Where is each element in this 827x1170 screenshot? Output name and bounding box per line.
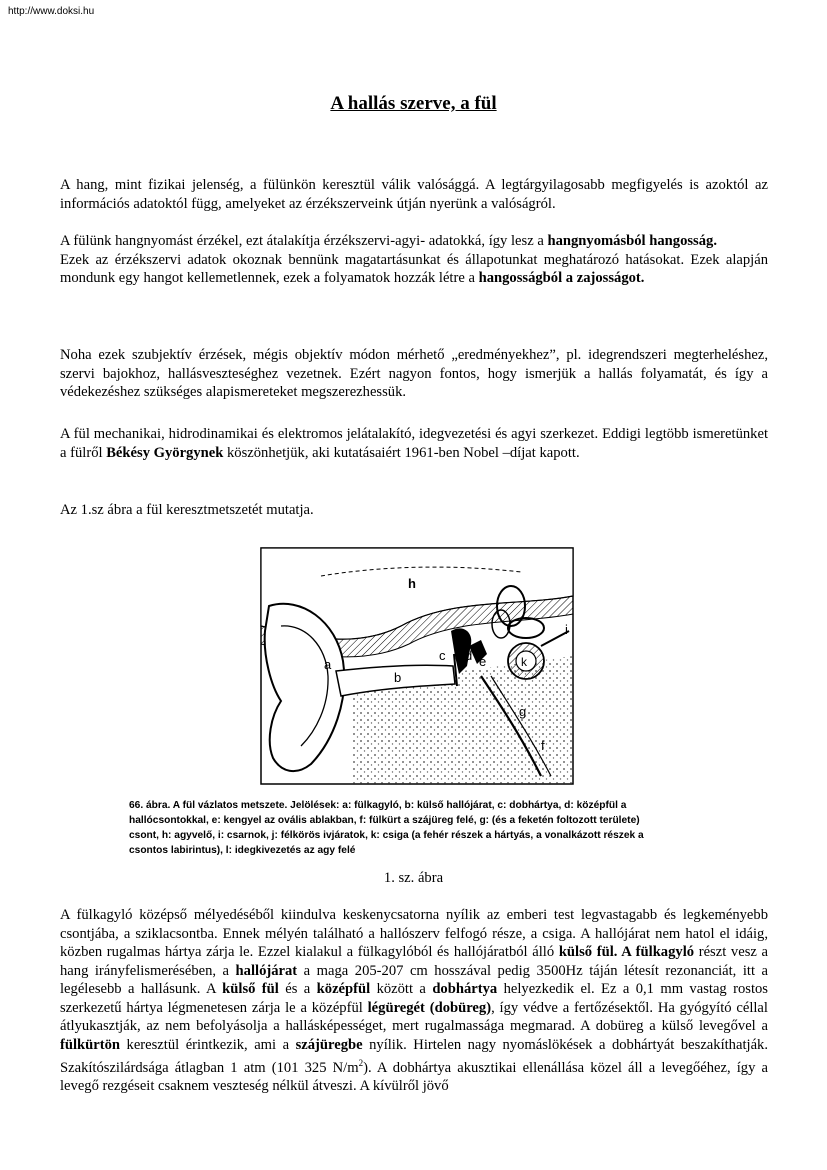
diagram-label-b: b [394,670,402,685]
diagram-label-k: k [521,655,527,669]
paragraph-block-6 [60,501,768,520]
page-title: A hallás szerve, a fül [330,93,497,114]
figure-caption-line-3: csont, h: agyvelő, i: csarnok, j: félkörös ivjáratok, k: csiga (a fehér részek a hártyás, a vonalkázott részek a [129,830,644,841]
paragraph-5 [60,425,768,462]
paragraph-7 [60,906,768,1096]
diagram-label-h: h [408,576,416,591]
paragraph-3 [60,251,768,288]
paragraph-7-segment: szájüregbe [295,1036,363,1053]
figure-caption-line-4: csontos labirintus), l: idegkivezetés az agy felé [129,845,356,856]
paragraph-block-7 [60,906,768,1096]
figure-caption-line-2: hallócsontokkal, e: kengyel az ovális ablakban, f: fülkürt a szájüreg felé, g: (és a feketén foltozott területe) [129,815,640,826]
paragraph-block-2 [60,232,768,288]
paragraph-7-segment: , így védve a fertőzésektől. Ha gyógyító céllal átlyukasztják, az nem befolyásolja a hallásképességet, mert rugalmassága megmarad. A dobüreg a külső levegővel a [60,999,768,1034]
paragraph-7-segment: nyílik. Hirtelen nagy nyomáslökések a dobhártyát beszakíthatják. Szakítószilárdsága átlagban 1 atm (101 325 N/m [60,1036,768,1076]
paragraph-7-segment: külső fül [222,981,279,997]
paragraph-7-segment: légüregét (dobüreg) [367,999,492,1016]
paragraph-7-segment: dobhártya [432,981,498,997]
paragraph-3-text: Ezek az érzékszervi adatok okoznak bennünk magatartásunkat és állapotunkat meghatározó hatásokat. Ezek alapján mondunk egy hangot kellemetlennek, ezek a folyamatok hozzák létre a [60,251,768,286]
diagram-label-g: g [519,704,527,719]
paragraph-4: Noha ezek szubjektív érzések, mégis objektív módon mérhető „eredményekhez”, pl. idegrendszeri megterheléshez, szervi bajokhoz, hallásveszteséghez vezetnek. Ezért nagyon fontos, hogy ismerjük a hallás folyamatát, és így a védekezéshez szükséges alapismereteket megszerezhessük. [60,347,768,400]
paragraph-5-bold: Békésy Györgynek [106,444,224,461]
paragraph-7-segment: a maga 205-207 cm hosszával pedig 3500Hz táján létesít rezonanciát, itt a legélesebb a hallásunk. A [60,962,768,997]
diagram-label-i: i [565,622,568,637]
diagram-label-c: c [439,648,446,663]
paragraph-7-segment: és a [278,981,317,997]
paragraph-6: Az 1.sz ábra a fül keresztmetszetét mutatja. [60,502,314,518]
paragraph-block-4 [60,346,768,402]
source-url[interactable]: http://www.doksi.hu [8,6,95,17]
paragraph-7-segment: keresztül érintkezik, ami a [120,1036,296,1053]
paragraph-2 [60,232,768,251]
paragraph-3-bold: hangosságból a zajosságot. [478,270,645,286]
paragraph-7-segment: 2 [358,1058,364,1068]
figure-caption-line-1: 66. ábra. A fül vázlatos metszete. Jelölések: a: fülkagyló, b: külső hallójárat, c: dobhártya, d: középfül a [129,800,627,811]
paragraph-7-segment: részt vesz a hang irányfelismerésében, a [60,944,768,979]
paragraph-7-segment: középfül [316,981,371,997]
paragraph-2-bold: hangnyomásból hangosság. [547,233,717,249]
paragraph-7-segment: között a [370,981,433,997]
paragraph-2-text: A fülünk hangnyomást érzékel, ezt átalakítja érzékszervi-agyi- adatokká, így lesz a [60,233,548,249]
paragraph-7-segment: hallójárat [235,962,298,979]
paragraph-5-text-b: köszönhetjük, aki kutatásaiért 1961-ben Nobel –díjat kapott. [223,444,580,461]
diagram-label-d: d [465,648,473,663]
paragraph-7-segment: ). A dobhártya akusztikai ellenállása közel áll a levegőéhez, így a levegő rezgéseit csaknem veszteség nélkül átveszi. A kívülről jövő [60,1059,769,1095]
paragraph-block-5 [60,425,768,462]
paragraph-1: A hang, mint fizikai jelenség, a fülünkön keresztül válik valósággá. A legtárgyilagosabb megfigyelés is azoktól az információs adatoktól függ, amelyeket az érzékszerveink útján nyerünk a valóságról. [60,177,768,212]
figure-number-caption: 1. sz. ábra [383,870,444,886]
paragraph-7-segment: helyezkedik el. Ez a 0,1 mm vastag rostos szerkezetű hártya légmenetesen zárja le a középfül [60,981,768,1016]
ear-cross-section-figure [121,536,712,867]
paragraph-intro [60,176,768,213]
diagram-label-e: e [479,654,487,669]
paragraph-7-segment: külső fül. A fülkagyló [558,944,695,960]
diagram-label-a: a [324,657,332,672]
ear-diagram [121,536,712,867]
paragraph-7-segment: A fülkagyló középső mélyedéséből kiindulva keskenycsatorna nyílik az emberi test legvastagabb és legkeményebb csontjába, a sziklacsontba. Ennek mélyén található a hallószerv felfogó része, a csiga. A hallójárat nem hatol el idáig, közben rugalmas hártya zárja le. Ezzel kialakul a fülkagylóból és hallójáratból álló [60,907,768,960]
paragraph-5-text-a: A fül mechanikai, hidrodinamikai és elektromos jelátalakító, idegvezetési és agyi szerkezet. Eddigi legtöbb ismeretünket a fülről [60,426,768,461]
paragraph-7-segment: fülkürtön [60,1036,121,1053]
diagram-label-f: f [541,738,545,753]
